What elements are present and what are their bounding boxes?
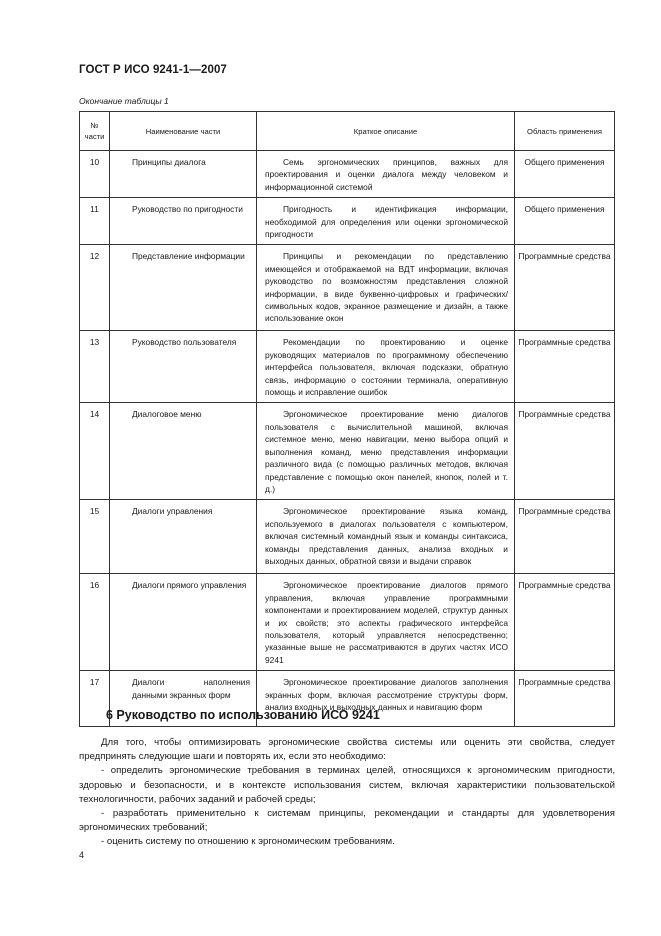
part-description: Семь эргономических принципов, важных для проектирования и оценки диалога между человеком и информационной системой <box>257 151 515 198</box>
part-number: 14 <box>80 403 110 500</box>
section-body <box>79 736 615 850</box>
parts-table <box>79 111 615 727</box>
part-number: 15 <box>80 500 110 574</box>
part-number: 10 <box>80 151 110 198</box>
part-name: Представление информации <box>110 245 257 331</box>
header-part-number: № части <box>80 112 110 151</box>
part-description: Эргономическое проектирование языка команд, используемого в диалогах пользователя с компьютером, включая системный командный язык и команды синтаксиса, команды представления данных, анализа входных и выходных данных, обратной связи и выдачи справок <box>257 500 515 574</box>
table-caption: Окончание таблицы 1 <box>79 96 169 106</box>
part-description: Эргономическое проектирование диалогов заполнения экранных форм, включая рассмотрение структуры форм, анализ входных и выходных данных и навигацию форм <box>257 671 515 727</box>
table-row <box>80 151 615 198</box>
header-scope: Область применения <box>515 112 615 151</box>
part-scope: Программные средства <box>515 331 615 403</box>
part-name: Руководство по пригодности <box>110 198 257 245</box>
table-row <box>80 500 615 574</box>
table-row <box>80 331 615 403</box>
part-number: 16 <box>80 574 110 671</box>
table-row <box>80 574 615 671</box>
table-row <box>80 198 615 245</box>
header-part-name: Наименование части <box>110 112 257 151</box>
document-header: ГОСТ Р ИСО 9241-1—2007 <box>79 64 227 76</box>
part-name: Диалоги наполнения данными экранных форм <box>110 671 257 727</box>
part-name: Диалоги прямого управления <box>110 574 257 671</box>
part-description: Эргономическое проектирование меню диалогов пользователя с вычислительной машиной, включая системное меню, меню навигации, меню выбора опций и выполнения команд, меню представления информации различного вида (с помощью различных методов, включая представление с помощью окон панелей, кнопок, полей и т. д.) <box>257 403 515 500</box>
part-description: Эргономическое проектирование диалогов прямого управления, включая управление программными компонентами и проектированием моделей, структур данных и их свойств; это аспекты графического интерфейса пользователя, который управляется непосредственно; указанные выше не рассматриваются в других частях ИСО 9241 <box>257 574 515 671</box>
part-scope: Программные средства <box>515 574 615 671</box>
part-scope: Общего применения <box>515 151 615 198</box>
list-item: - определить эргономические требования в терминах целей, относящихся к эргономическим пригодности, здоровью и безопасности, и в контексте использования систем, включая характеристики пользовательской технологичности, рабочих заданий и рабочей среды; <box>79 765 615 805</box>
part-scope: Программные средства <box>515 671 615 727</box>
section-intro-paragraph: Для того, чтобы оптимизировать эргономические свойства системы или оценить эти свойства, следует предпринять следующие шаги и повторять их, если это необходимо: <box>79 737 615 763</box>
part-number: 13 <box>80 331 110 403</box>
part-scope: Программные средства <box>515 245 615 331</box>
list-item: - оценить систему по отношению к эргономическим требованиям. <box>101 836 395 848</box>
part-name: Диалоговое меню <box>110 403 257 500</box>
section-heading: 6 Руководство по использованию ИСО 9241 <box>106 708 380 722</box>
header-description: Краткое описание <box>257 112 515 151</box>
part-name: Диалоги управления <box>110 500 257 574</box>
page-number: 4 <box>79 850 85 860</box>
part-name: Руководство пользователя <box>110 331 257 403</box>
steps-list <box>79 764 615 849</box>
list-item: - разработать применительно к системам принципы, рекомендации и стандарты для удовлетворения эргономических требований; <box>79 808 615 834</box>
table-row <box>80 245 615 331</box>
part-scope: Программные средства <box>515 403 615 500</box>
part-description: Рекомендации по проектированию и оценке руководящих материалов по программному обеспечению интерфейса пользователя, включая подсказки, обратную связь, информацию о состоянии терминала, оперативную помощь и исправление ошибок <box>257 331 515 403</box>
table-row <box>80 403 615 500</box>
part-scope: Программные средства <box>515 500 615 574</box>
part-scope: Общего применения <box>515 198 615 245</box>
part-number: 17 <box>80 671 110 727</box>
part-number: 12 <box>80 245 110 331</box>
part-description: Принципы и рекомендации по представлению имеющейся и отображаемой на ВДТ информации, включая руководство по возможностям представления сложной информации, в виде буквенно-цифровых и графических/символьных кодов, экранное размещение и дизайн, а также использование окон <box>257 245 515 331</box>
part-description: Пригодность и идентификация информации, необходимой для определения или оценки эргономической пригодности <box>257 198 515 245</box>
part-name: Принципы диалога <box>110 151 257 198</box>
part-number: 11 <box>80 198 110 245</box>
table-header-row <box>80 112 615 151</box>
